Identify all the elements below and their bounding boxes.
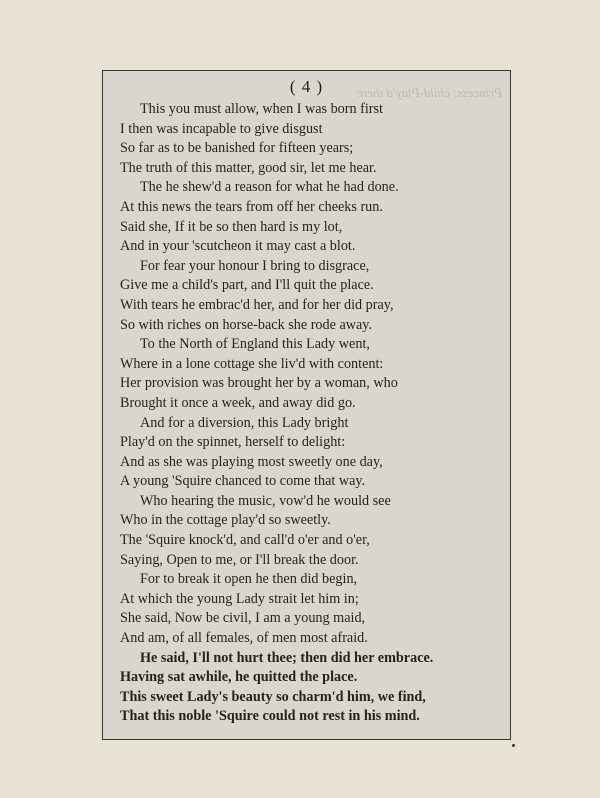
poem-line: And as she was playing most sweetly one day, bbox=[120, 453, 383, 470]
poem-line: And for a diversion, this Lady bright bbox=[140, 414, 349, 431]
poem-line: At which the young Lady strait let him in; bbox=[120, 590, 359, 607]
poem-line: Said she, If it be so then hard is my lot, bbox=[120, 218, 343, 235]
page-number: ( 4 ) bbox=[289, 77, 324, 96]
poem-line: He said, I'll not hurt thee; then did her embrace. bbox=[140, 649, 434, 666]
poem-line: The 'Squire knock'd, and call'd o'er and o'er, bbox=[120, 532, 370, 549]
poem-line: Who in the cottage play'd so sweetly. bbox=[120, 512, 331, 529]
poem-line: And am, of all females, of men most afraid. bbox=[120, 630, 368, 647]
poem-line: So with riches on horse-back she rode away. bbox=[120, 316, 373, 333]
poem-line: Saying, Open to me, or I'll break the door. bbox=[120, 551, 359, 568]
poem-line: She said, Now be civil, I am a young maid, bbox=[120, 610, 366, 627]
poem-line: With tears he embrac'd her, and for her did pray, bbox=[120, 296, 394, 313]
poem-line: To the North of England this Lady went, bbox=[140, 336, 370, 353]
poem-line: For to break it open he then did begin, bbox=[140, 571, 358, 588]
poem-text bbox=[120, 100, 505, 727]
bleed-through-text: Princess: child-Play'd there bbox=[356, 85, 502, 100]
poem-line: So far as to be banished for fifteen years; bbox=[120, 140, 354, 157]
poem-line: A young 'Squire chanced to come that way. bbox=[120, 473, 366, 490]
poem-line: This sweet Lady's beauty so charm'd him, we find, bbox=[120, 688, 426, 705]
poem-line: Give me a child's part, and I'll quit the place. bbox=[120, 277, 374, 294]
poem-line: Her provision was brought her by a woman, who bbox=[120, 375, 398, 392]
poem-line: Brought it once a week, and away did go. bbox=[120, 394, 356, 411]
poem-line: At this news the tears from off her cheeks run. bbox=[120, 198, 383, 215]
poem-line: For fear your honour I bring to disgrace, bbox=[140, 257, 370, 274]
poem-line: The truth of this matter, good sir, let me hear. bbox=[120, 159, 377, 176]
poem-line: I then was incapable to give disgust bbox=[120, 120, 323, 137]
printed-page bbox=[102, 70, 511, 740]
poem-line: This you must allow, when I was born first bbox=[140, 101, 383, 117]
poem-line: Having sat awhile, he quitted the place. bbox=[120, 669, 358, 686]
poem-line: That this noble 'Squire could not rest in his mind. bbox=[120, 708, 420, 725]
ink-speck bbox=[512, 744, 515, 747]
poem-line: Where in a lone cottage she liv'd with content: bbox=[120, 355, 384, 372]
poem-line: Who hearing the music, vow'd he would see bbox=[140, 492, 391, 509]
poem-line: Play'd on the spinnet, herself to delight: bbox=[120, 434, 346, 451]
poem-line: The he shew'd a reason for what he had done. bbox=[140, 179, 399, 196]
poem-line: And in your 'scutcheon it may cast a blot. bbox=[120, 238, 356, 255]
